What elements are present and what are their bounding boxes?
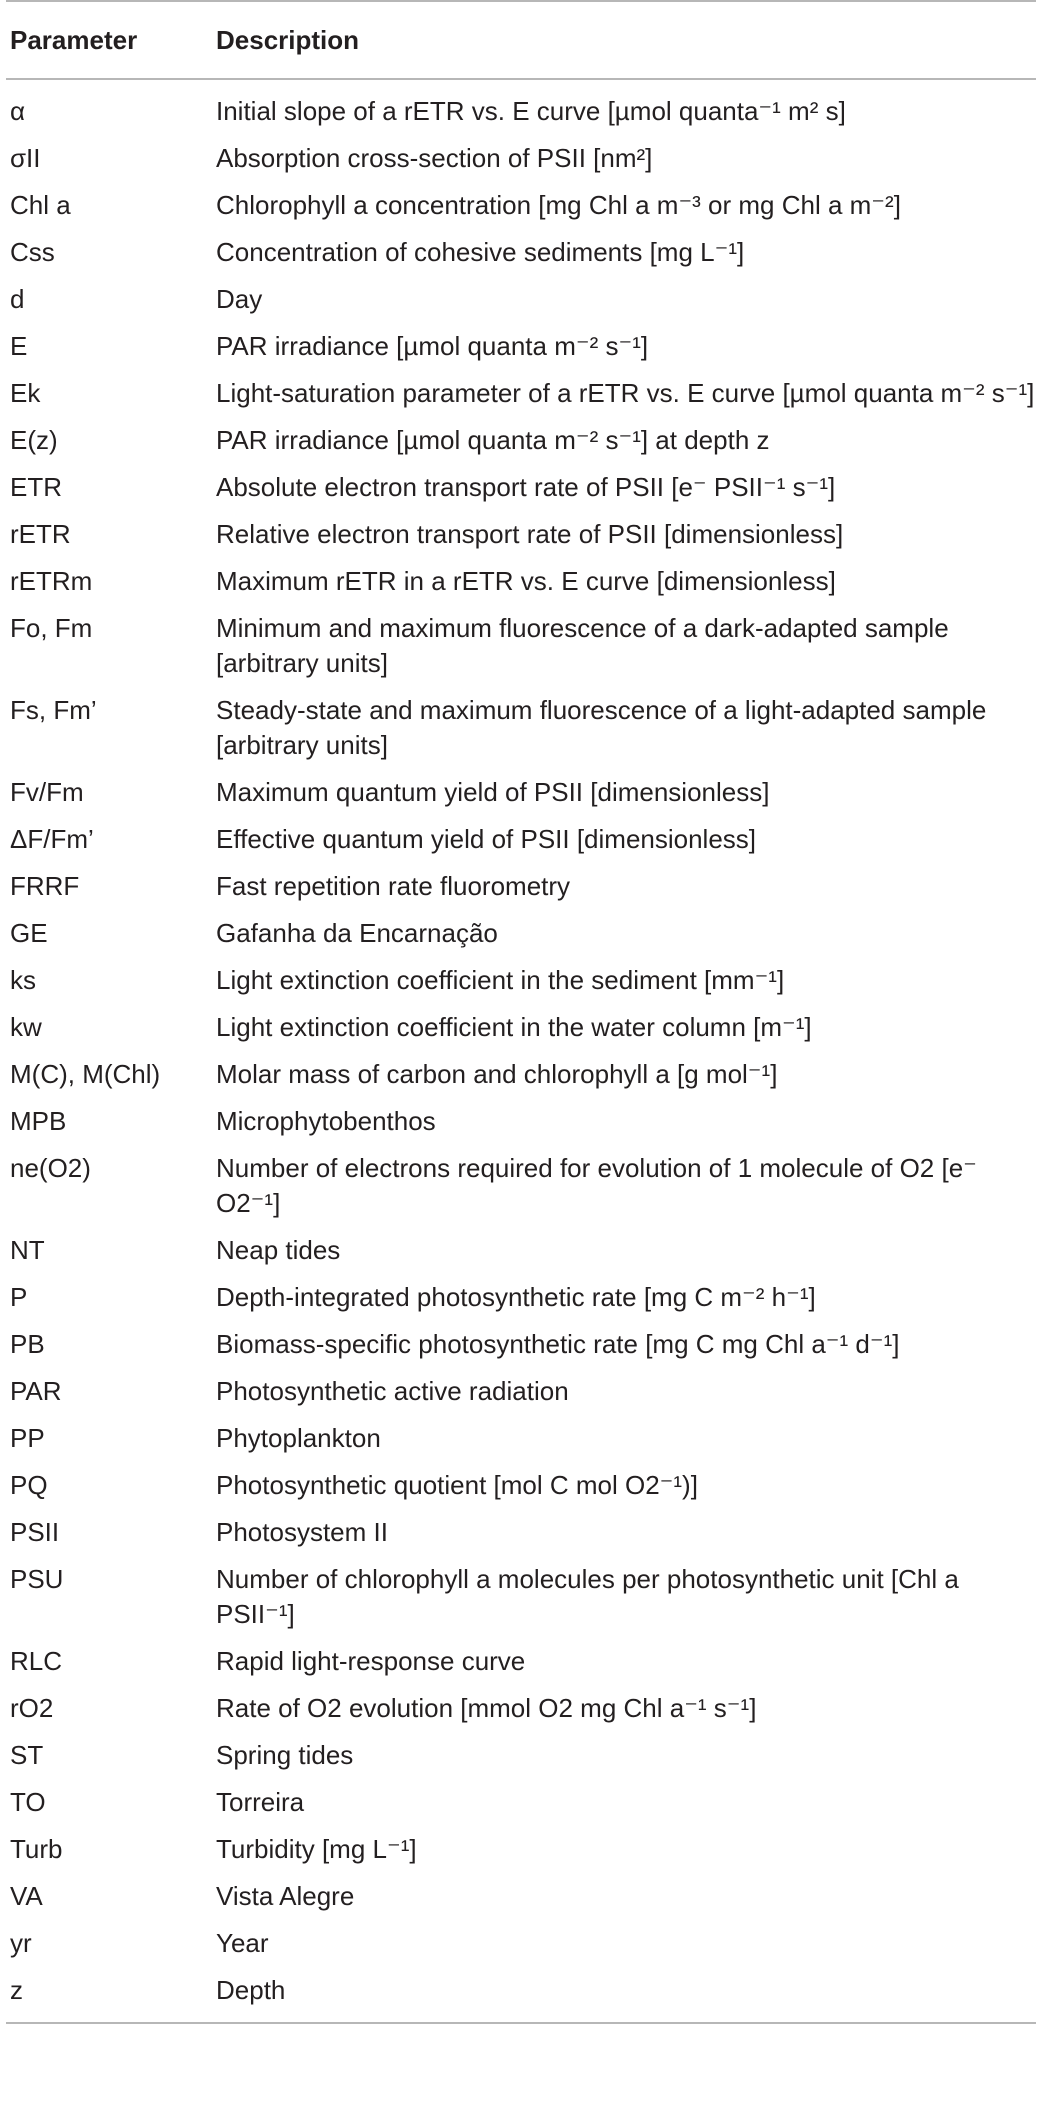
description-cell: Absorption cross-section of PSII [nm²] [216,143,653,173]
description-cell: Maximum quantum yield of PSII [dimensionless] [216,777,770,807]
parameter-cell: TO [10,1787,46,1817]
parameter-cell: PP [10,1423,45,1453]
table-row [6,1227,1036,1274]
description-cell: Light-saturation parameter of a rETR vs. E curve [µmol quanta m⁻² s⁻¹] [216,378,1035,408]
parameter-cell: PSU [10,1564,64,1594]
description-cell: Photosynthetic active radiation [216,1376,569,1406]
description-cell: Light extinction coefficient in the sediment [mm⁻¹] [216,965,785,995]
parameter-cell: MPB [10,1106,67,1136]
description-cell: Concentration of cohesive sediments [mg L⁻¹] [216,237,745,267]
table-row [6,135,1036,182]
parameter-cell: rO2 [10,1693,54,1723]
description-cell: Number of chlorophyll a molecules per photosynthetic unit [Chl a PSII⁻¹] [216,1564,959,1629]
description-cell: Microphytobenthos [216,1106,436,1136]
description-cell: Vista Alegre [216,1881,355,1911]
table-row [6,1732,1036,1779]
table-row [6,769,1036,816]
table-row [6,1873,1036,1920]
table-row [6,1509,1036,1556]
description-cell: Fast repetition rate fluorometry [216,871,571,901]
parameter-cell: Chl a [10,190,71,220]
parameter-cell: ETR [10,472,62,502]
table-row [6,79,1036,135]
description-cell: Maximum rETR in a rETR vs. E curve [dimensionless] [216,566,836,596]
table-row [6,605,1036,687]
description-cell: Molar mass of carbon and chlorophyll a [g mol⁻¹] [216,1059,778,1089]
description-cell: Day [216,284,263,314]
parameter-cell: PQ [10,1470,48,1500]
description-cell: PAR irradiance [µmol quanta m⁻² s⁻¹] at depth z [216,425,770,455]
table-row [6,370,1036,417]
table-body [6,79,1036,2023]
description-cell: Depth [212,1967,1036,2023]
description-cell: Photosynthetic quotient [mol C mol O2⁻¹)] [216,1470,698,1500]
parameter-cell: yr [10,1928,32,1958]
parameter-cell: PSII [10,1517,60,1547]
table-row [6,1685,1036,1732]
description-cell: Minimum and maximum fluorescence of a dark-adapted sample [arbitrary units] [216,613,949,678]
description-cell: Neap tides [216,1235,341,1265]
parameter-table [6,0,1036,2024]
table-row [6,229,1036,276]
parameter-cell: FRRF [10,871,80,901]
parameter-column-header: Parameter [6,1,212,79]
description-cell: Biomass-specific photosynthetic rate [mg C mg Chl a⁻¹ d⁻¹] [216,1329,900,1359]
table-row [6,558,1036,605]
parameter-cell: Fs, Fm’ [10,695,97,725]
table-row [6,687,1036,769]
description-cell: Depth-integrated photosynthetic rate [mg C m⁻² h⁻¹] [216,1282,816,1312]
parameter-cell: PAR [10,1376,62,1406]
description-cell: PAR irradiance [µmol quanta m⁻² s⁻¹] [216,331,649,361]
description-cell: Torreira [216,1787,305,1817]
description-cell: Spring tides [216,1740,354,1770]
table-row [6,1556,1036,1638]
table-row [6,1051,1036,1098]
parameter-cell: GE [10,918,48,948]
table-row [6,464,1036,511]
table-row [6,1321,1036,1368]
table-row [6,1145,1036,1227]
parameter-cell: ks [10,965,36,995]
description-cell: Absolute electron transport rate of PSII [e⁻ PSII⁻¹ s⁻¹] [216,472,836,502]
table-row [6,1368,1036,1415]
description-cell: Turbidity [mg L⁻¹] [216,1834,417,1864]
parameter-cell: α [10,96,26,126]
description-cell: Rate of O2 evolution [mmol O2 mg Chl a⁻¹ s⁻¹] [216,1693,757,1723]
description-cell: Chlorophyll a concentration [mg Chl a m⁻³ or mg Chl a m⁻²] [216,190,901,220]
table-row [6,1920,1036,1967]
table-row [6,511,1036,558]
parameter-cell: Turb [10,1834,63,1864]
header-row [6,1,1036,79]
parameter-cell: rETRm [10,566,93,596]
table-row [6,816,1036,863]
description-cell: Initial slope of a rETR vs. E curve [µmol quanta⁻¹ m² s] [216,96,846,126]
table-row [6,1779,1036,1826]
table-row [6,863,1036,910]
table-row [6,1967,1036,2023]
parameter-cell: E [10,331,28,361]
table-row [6,1462,1036,1509]
table-row [6,1004,1036,1051]
table-row [6,182,1036,229]
description-cell: Steady-state and maximum fluorescence of a light-adapted sample [arbitrary units] [216,695,987,760]
description-cell: Number of electrons required for evolution of 1 molecule of O2 [e⁻ O2⁻¹] [216,1153,977,1218]
table-row [6,1638,1036,1685]
table-row [6,957,1036,1004]
table-row [6,1098,1036,1145]
parameter-cell: PB [10,1329,45,1359]
parameter-cell: P [10,1282,28,1312]
parameter-cell: NT [10,1235,45,1265]
table-row [6,1415,1036,1462]
parameter-cell: ST [10,1740,44,1770]
parameter-cell: E(z) [10,425,58,455]
parameter-cell: ΔF/Fm’ [10,824,94,854]
table-row [6,910,1036,957]
description-cell: Effective quantum yield of PSII [dimensionless] [216,824,757,854]
parameter-cell: z [6,1967,212,2023]
description-column-header: Description [212,1,1036,79]
parameter-cell: VA [10,1881,43,1911]
description-cell: Year [216,1928,269,1958]
description-cell: Gafanha da Encarnação [216,918,498,948]
parameter-cell: Ek [10,378,41,408]
description-cell: Phytoplankton [216,1423,381,1453]
parameter-cell: Css [10,237,55,267]
table-row [6,417,1036,464]
parameter-cell: Fv/Fm [10,777,84,807]
description-cell: Light extinction coefficient in the water column [m⁻¹] [216,1012,812,1042]
parameter-cell: rETR [10,519,71,549]
table-row [6,323,1036,370]
parameter-cell: M(C), M(Chl) [10,1059,161,1089]
parameter-cell: σII [10,143,41,173]
parameter-cell: ne(O2) [10,1153,91,1183]
description-cell: Rapid light-response curve [216,1646,526,1676]
table-row [6,1826,1036,1873]
parameter-cell: d [10,284,25,314]
description-cell: Photosystem II [216,1517,388,1547]
table-row [6,1274,1036,1321]
table-row [6,276,1036,323]
parameter-cell: Fo, Fm [10,613,93,643]
parameter-cell: RLC [10,1646,63,1676]
description-cell: Relative electron transport rate of PSII [dimensionless] [216,519,844,549]
parameter-cell: kw [10,1012,42,1042]
